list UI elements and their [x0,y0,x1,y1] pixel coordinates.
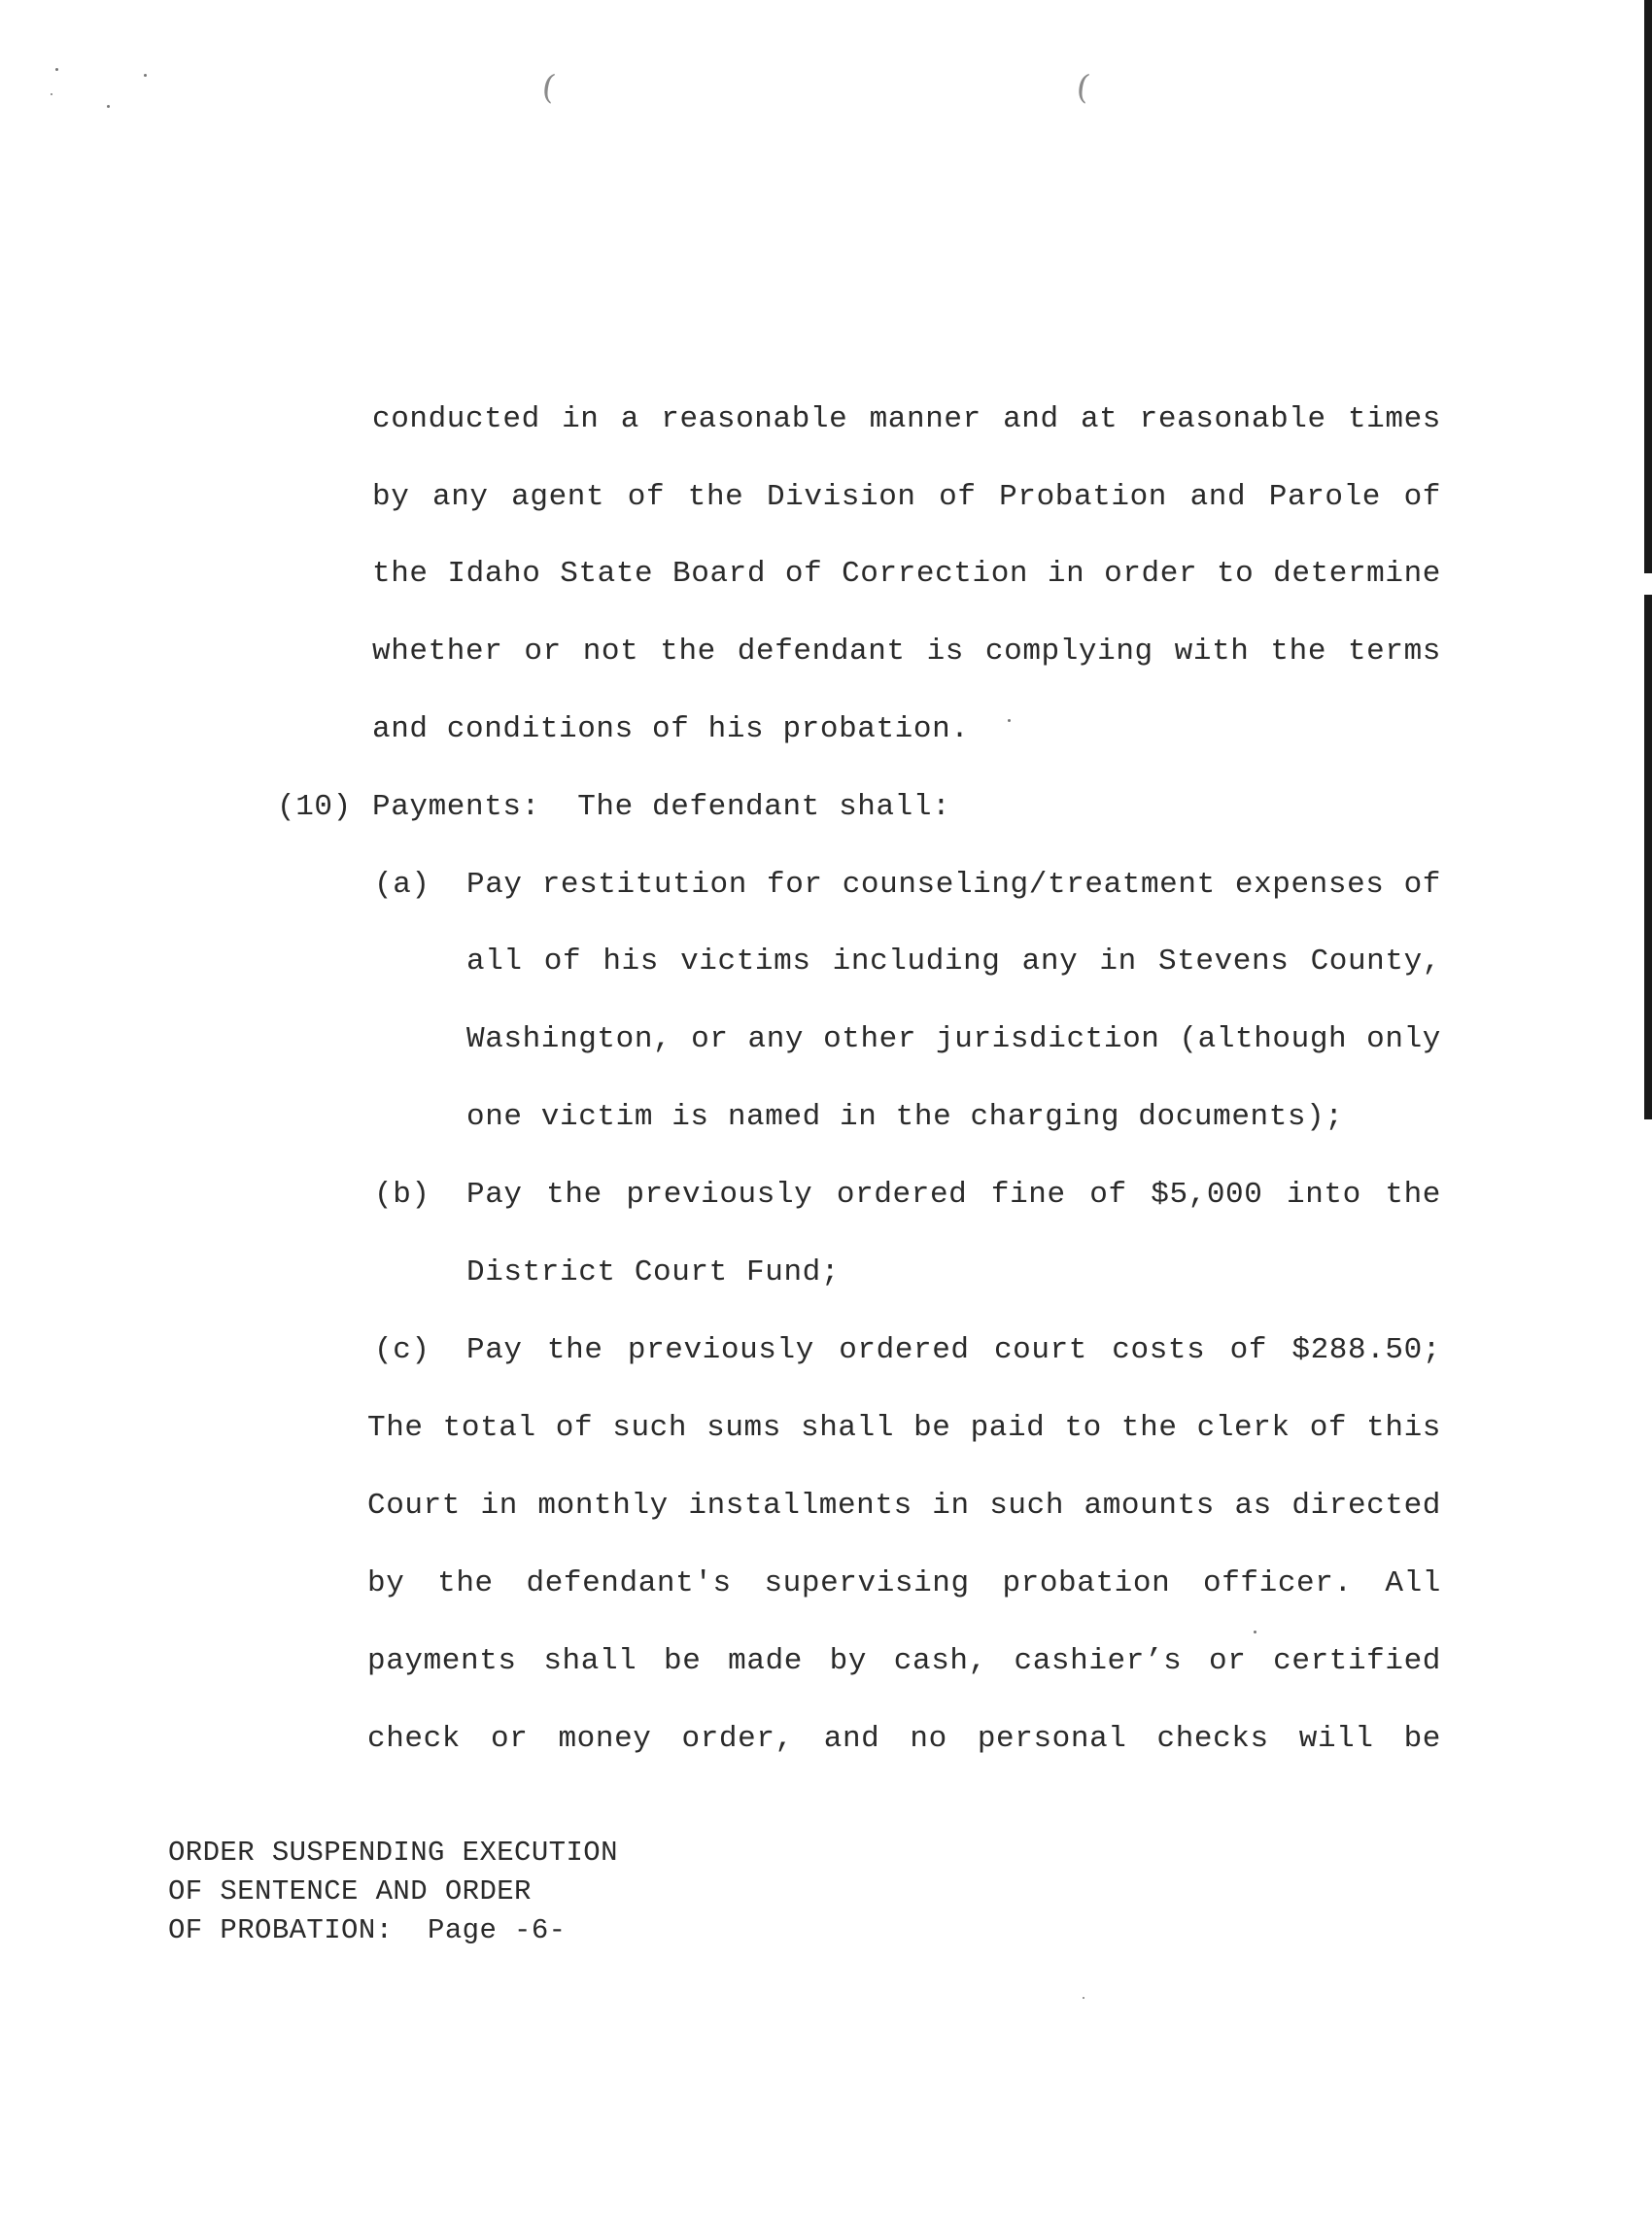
scan-speck [144,74,147,77]
closing-line: The total of such sums shall be paid to the clerk of this [367,1411,1441,1445]
scan-speck [1254,1631,1256,1633]
subitem-line: Pay restitution for counseling/treatment expenses of [466,868,1441,902]
subitem-line: Pay the previously ordered court costs of $288.50; [466,1333,1441,1367]
closing-line: Court in monthly installments in such amounts as directed [367,1489,1441,1523]
subitem-letter: (b) [374,1178,430,1212]
footer-page-line: OF PROBATION: Page -6- [168,1914,567,1946]
continuation-line: conducted in a reasonable manner and at reasonable times [372,402,1441,436]
footer-title-line: OF SENTENCE AND ORDER [168,1875,532,1907]
subitem-line: one victim is named in the charging documents); [466,1100,1344,1134]
scan-speck [55,68,58,71]
subitem-letter: (a) [374,868,430,902]
subitem-line: Pay the previously ordered fine of $5,000 into the [466,1178,1441,1212]
continuation-line: the Idaho State Board of Correction in order to determine [372,557,1441,591]
continuation-line: and conditions of his probation. [372,712,970,746]
subitem-line: all of his victims including any in Stevens County, [466,945,1441,979]
closing-line: by the defendant's supervising probation officer. All [367,1566,1441,1600]
closing-line: payments shall be made by cash, cashier’s or certified [367,1644,1441,1678]
scan-speck [1008,719,1011,722]
scan-mark: ( [539,67,558,108]
subitem-line: District Court Fund; [466,1255,841,1289]
scan-speck [107,105,110,108]
scan-speck [1083,1997,1084,1999]
scan-edge-bar-top [1644,0,1652,573]
item-heading: Payments: The defendant shall: [372,790,951,824]
continuation-line: by any agent of the Division of Probation and Parole of [372,480,1441,514]
subitem-line: Washington, or any other jurisdiction (although only [466,1022,1441,1056]
continuation-line: whether or not the defendant is complying with the terms [372,635,1441,669]
closing-line: check or money order, and no personal checks will be [367,1722,1441,1756]
scan-speck [51,93,52,95]
footer-title-line: ORDER SUSPENDING EXECUTION [168,1837,618,1869]
scan-mark: ( [1074,67,1092,108]
scan-edge-bar-bottom [1644,595,1652,1119]
subitem-letter: (c) [374,1333,430,1367]
item-number: (10) [277,790,352,824]
